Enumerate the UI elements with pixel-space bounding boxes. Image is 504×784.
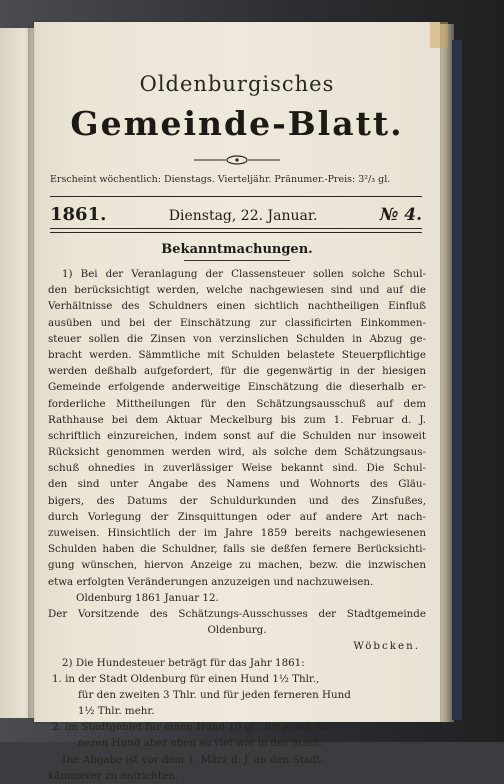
masthead-title: Gemeinde-Blatt. [70, 104, 404, 143]
article-body [48, 266, 426, 784]
text-line: Die Abgabe ist vor dem 1. März d. J. an den Stadt- [62, 753, 325, 766]
rule-top [50, 196, 422, 197]
text-line: zuweisen. Hinsichtlich der im Jahre 1859 bereits nachgewiesenen [48, 527, 426, 539]
text-line: bigers, des Datums der Schuldurkunden und des Zinsfußes, [48, 494, 426, 507]
masthead-subtitle: Oldenburgisches [139, 72, 335, 96]
text-line: Rathhause bei dem Aktuar Meckelburg bis zum 1. Februar d. J. [48, 413, 426, 426]
place-date: Oldenburg 1861 Januar 12. [76, 591, 219, 604]
list-item: 2. im Stadtgebiet für einen Hund 10 gl., für jeden fer- [52, 721, 334, 734]
text-line: forderliche Mittheilungen für den Schätzungsausschuß auf dem [48, 397, 426, 410]
text-line: den sind unter Angabe des Namens und Wohnorts des Gläu- [48, 478, 426, 491]
list-item: neren Hund aber eben so viel wie in der Stadt. [78, 737, 323, 750]
text-line: ausüben und bei der Einschätzung zur classificirten Einkommen- [48, 316, 426, 329]
issue-date: Dienstag, 22. Januar. [168, 208, 318, 224]
list-item: 1½ Thlr. mehr. [78, 705, 155, 718]
text-line: schuß ohnedies in zuverlässiger Weise bekannt sind. Die Schul- [48, 462, 426, 475]
rule-bottom [50, 228, 422, 229]
text-line: 1) Bei der Veranlagung der Classensteuer sollen solche Schul- [62, 268, 426, 280]
text-line: Schulden haben die Schuldner, falls sie deßfen fernere Berücksichti- [48, 543, 426, 556]
text-line: etwa erfolgten Veränderungen anzuzeigen und nachzuweisen. [48, 575, 374, 588]
book-binding [452, 40, 462, 720]
text-line: Gemeinde erfolgende anderweitige Einschätzung die dieserhalb er- [48, 381, 426, 394]
rule-bottom-thin [50, 232, 422, 233]
spine-shadow [28, 26, 36, 720]
publication-info: Erscheint wöchentlich: Dienstags. Vierteljähr. Pränumer.-Preis: 3²/₃ gl. [50, 174, 391, 185]
text-line: werden deßhalb aufgefordert, für die gegenwärtig in der hiesigen [48, 365, 426, 378]
section-rule [184, 260, 290, 261]
ornament-divider-icon [192, 154, 282, 166]
page-corner-tab [430, 22, 448, 48]
issue-number: № 4. [379, 205, 422, 225]
text-line: den berücksichtigt werden, welche nachgewiesen sind und auf die [48, 284, 426, 297]
text-line: steuer sollen die Zinsen von verzinslichen Schulden in Abzug ge- [48, 332, 426, 345]
text-line: gung wünschen, hiervon Anzeige zu machen, bezw. die inzwischen [48, 559, 426, 572]
text-line: kämmerer zu entrichten. [48, 769, 179, 782]
section-title: Bekanntmachungen. [161, 242, 313, 257]
text-line: Rücksicht genommen werden wird, als solche dem Schätzungsaus- [48, 446, 426, 459]
list-item: für den zweiten 3 Thlr. und für jeden ferneren Hund [78, 688, 351, 701]
signature-name: Wöbcken. [353, 640, 420, 653]
signatory-line: Der Vorsitzende des Schätzungs-Ausschusses der Stadtgemeinde [48, 607, 426, 620]
newspaper-page [34, 22, 440, 782]
text-line: schriftlich einzureichen, indem sonst auf die Schulden nur insoweit [48, 429, 426, 442]
text-line: Verhältnisse des Schuldners einen sichtlich nachtheiligen Einfluß [48, 300, 426, 313]
signatory-place: Oldenburg. [207, 624, 267, 637]
text-line: bracht werden. Sämmtliche mit Schulden belastete Steuerpflichtige [48, 348, 426, 361]
text-line: 2) Die Hundesteuer beträgt für das Jahr 1861: [62, 656, 305, 669]
text-line: durch Vorlegung der Zinsquittungen oder auf andere Art nach- [48, 510, 426, 523]
list-item: 1. in der Stadt Oldenburg für einen Hund 1½ Thlr., [52, 672, 320, 685]
issue-year: 1861. [50, 204, 107, 225]
dateline [50, 204, 422, 226]
